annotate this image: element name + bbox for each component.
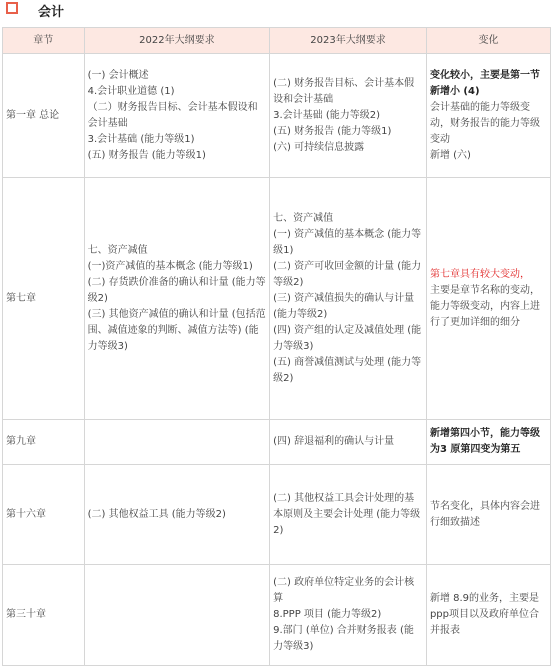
table-row bbox=[3, 465, 551, 565]
cell-line: 节名变化，具体内容会进行细致描述 bbox=[429, 500, 540, 528]
cell-line: (二) 资产可收回金额的计量 (能力等级2) bbox=[273, 260, 422, 288]
cell-line: (三) 其他资产减值的确认和计量 (包括范围、减值迹象的判断、减值方法等) (能力等级3) bbox=[87, 308, 266, 352]
cell-line: (一) 会计概述 bbox=[87, 69, 149, 81]
column-header-2023: 2023年大纲要求 bbox=[270, 28, 427, 54]
syllabus-2022-cell bbox=[84, 420, 269, 465]
chapter-cell: 第七章 bbox=[3, 178, 85, 420]
cell-line: 新增第四小节，能力等级为3 原第四变为第五 bbox=[429, 428, 540, 455]
square-bullet-icon bbox=[6, 2, 18, 14]
table-row bbox=[3, 420, 551, 465]
cell-line: 第七章具有较大变动， bbox=[429, 268, 530, 280]
cell-line: 七、资产减值 bbox=[273, 212, 334, 224]
syllabus-2022-cell bbox=[84, 465, 269, 565]
cell-line: 会计基础的能力等级变动，财务报告的能力等级变动 bbox=[429, 101, 540, 145]
chapter-cell: 第九章 bbox=[3, 420, 85, 465]
cell-line: (二) 存货跌价准备的确认和计量 (能力等级2) bbox=[87, 276, 266, 304]
cell-line: (五) 商誉减值测试与处理 (能力等级2) bbox=[273, 356, 422, 384]
change-cell bbox=[426, 420, 550, 465]
cell-line: (一) 资产减值的基本概念 (能力等级1) bbox=[273, 228, 422, 256]
syllabus-2023-cell bbox=[270, 54, 427, 178]
change-cell bbox=[426, 178, 550, 420]
table-row bbox=[3, 565, 551, 666]
cell-line: 新增 (六) bbox=[429, 149, 471, 161]
section-header bbox=[0, 0, 553, 26]
cell-line: 9.部门 (单位) 合并财务报表 (能力等级3) bbox=[273, 625, 414, 652]
syllabus-2023-cell bbox=[270, 420, 427, 465]
cell-line: 4.会计职业道德 (1) bbox=[87, 85, 175, 97]
cell-line: (二) 政府单位特定业务的会计核算 bbox=[273, 577, 415, 604]
cell-line: 主要是章节名称的变动，能力等级变动，内容上进行了更加详细的细分 bbox=[429, 284, 540, 328]
change-cell bbox=[426, 565, 550, 666]
column-header-change: 变化 bbox=[426, 28, 550, 54]
syllabus-2023-cell bbox=[270, 465, 427, 565]
cell-line: (五) 财务报告 (能力等级1) bbox=[273, 125, 392, 137]
chapter-cell: 第一章 总论 bbox=[3, 54, 85, 178]
column-header-chapter: 章节 bbox=[3, 28, 85, 54]
syllabus-2023-cell bbox=[270, 565, 427, 666]
cell-line: (四) 资产组的认定及减值处理 (能力等级3) bbox=[273, 324, 422, 352]
chapter-cell: 第三十章 bbox=[3, 565, 85, 666]
syllabus-2022-cell bbox=[84, 178, 269, 420]
syllabus-2023-cell bbox=[270, 178, 427, 420]
cell-line: (六) 可持续信息披露 bbox=[273, 141, 365, 153]
cell-line: (五) 财务报告 (能力等级1) bbox=[87, 149, 206, 161]
change-cell bbox=[426, 54, 550, 178]
cell-line: (三) 资产减值损失的确认与计量 (能力等级2) bbox=[273, 292, 415, 320]
cell-line: (一)资产减值的基本概念 (能力等级1) bbox=[87, 260, 253, 272]
section-title: 会计 bbox=[38, 5, 65, 20]
table-row bbox=[3, 54, 551, 178]
table-row bbox=[3, 178, 551, 420]
syllabus-comparison-table bbox=[2, 27, 551, 666]
cell-line: 3.会计基础 (能力等级2) bbox=[273, 109, 380, 121]
cell-line: （二）财务报告目标、会计基本假设和会计基础 bbox=[87, 101, 258, 129]
chapter-cell: 第十六章 bbox=[3, 465, 85, 565]
cell-line: (二) 其他权益工具 (能力等级2) bbox=[87, 508, 226, 520]
cell-line: 七、资产减值 bbox=[87, 244, 148, 256]
table-header-row bbox=[3, 28, 551, 54]
cell-line: (二) 财务报告目标、会计基本假设和会计基础 bbox=[273, 77, 415, 105]
cell-line: 变化较小，主要是第一节新增小 (4) bbox=[429, 69, 540, 97]
column-header-2022: 2022年大纲要求 bbox=[84, 28, 269, 54]
cell-line: (四) 辞退福利的确认与计量 bbox=[273, 436, 395, 447]
change-cell bbox=[426, 465, 550, 565]
syllabus-2022-cell bbox=[84, 54, 269, 178]
syllabus-2022-cell bbox=[84, 565, 269, 666]
cell-line: 新增 8.9的业务，主要是ppp项目以及政府单位合并报表 bbox=[429, 593, 540, 636]
cell-line: 3.会计基础 (能力等级1) bbox=[87, 133, 195, 145]
cell-line: 8.PPP 项目 (能力等级2) bbox=[273, 609, 382, 620]
cell-line: (二) 其他权益工具会计处理的基本原则及主要会计处理 (能力等级2) bbox=[273, 492, 421, 536]
